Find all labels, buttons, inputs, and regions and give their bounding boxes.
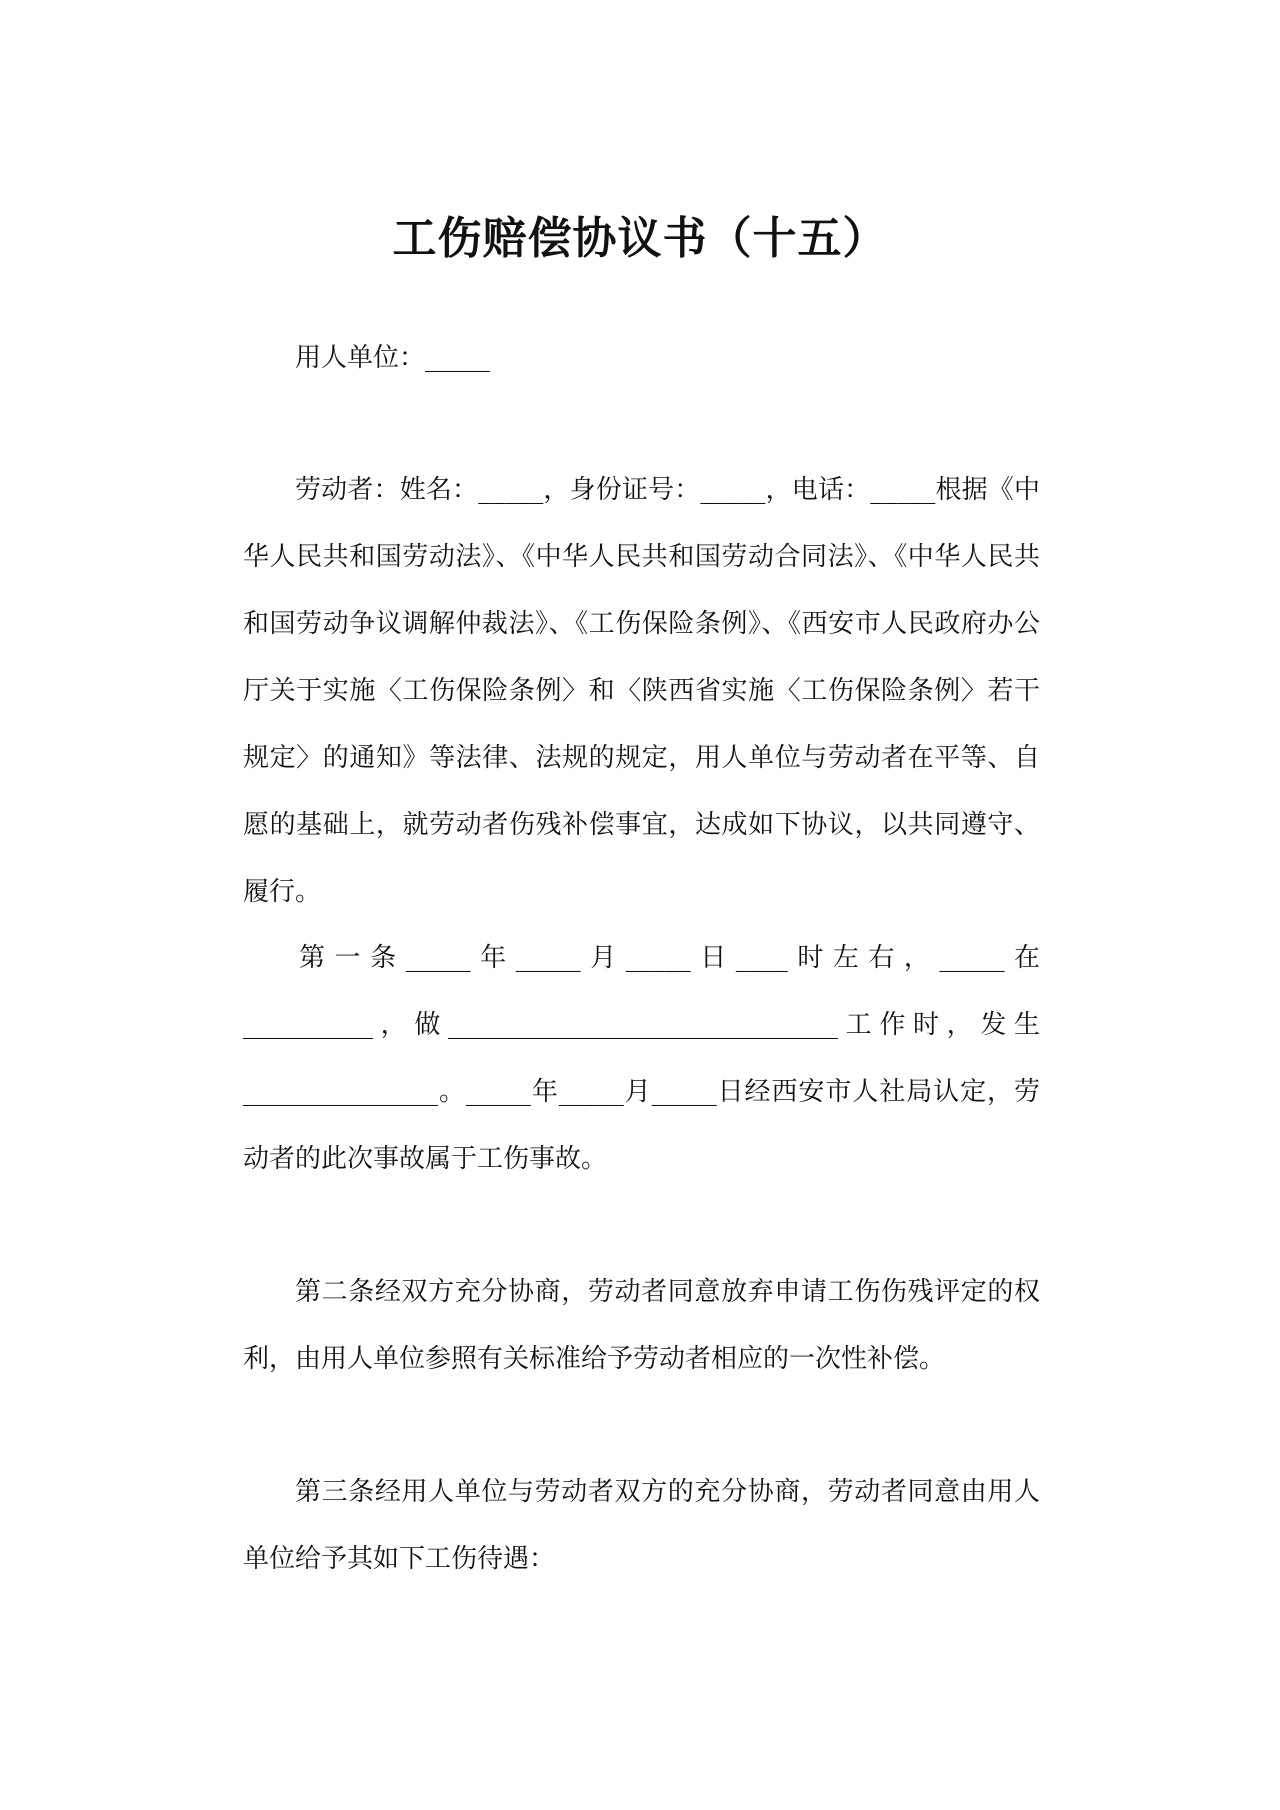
employer-paragraph-block (243, 325, 1040, 392)
article-1-paragraph: 第一条_____年_____月_____日____时左右，_____在__________，做______________________________工作时，发生_______________。_____年_____月_____日经西安市人社局认定，劳动者的此次事故属于工伤事故。 (243, 943, 1040, 1174)
article-2-paragraph: 第二条经双方充分协商，劳动者同意放弃申请工伤伤残评定的权利，由用人单位参照有关标准给予劳动者相应的一次性补偿。 (243, 1277, 1040, 1374)
worker-paragraph-block (243, 457, 1040, 926)
article-1-block (243, 925, 1040, 1193)
article-3-paragraph: 第三条经用人单位与劳动者双方的充分协商，劳动者同意由用人单位给予其如下工伤待遇： (243, 1477, 1040, 1574)
employer-paragraph: 用人单位：_____ (295, 343, 491, 373)
article-2-block (243, 1259, 1040, 1393)
document-title: 工伤赔偿协议书（十五） (392, 213, 888, 265)
article-3-block (243, 1459, 1040, 1593)
worker-paragraph: 劳动者：姓名：_____，身份证号：_____，电话：_____根据《中华人民共和国劳动法》、《中华人民共和国劳动合同法》、《中华人民共和国劳动争议调解仲裁法》、《工伤保险条例》、《西安市人民政府办公厅关于实施〈工伤保险条例〉和〈陕西省实施〈工伤保险条例〉若干规定〉的通知》等法律、法规的规定，用人单位与劳动者在平等、自愿的基础上，就劳动者伤残补偿事宜，达成如下协议，以共同遵守、履行。 (243, 475, 1040, 907)
